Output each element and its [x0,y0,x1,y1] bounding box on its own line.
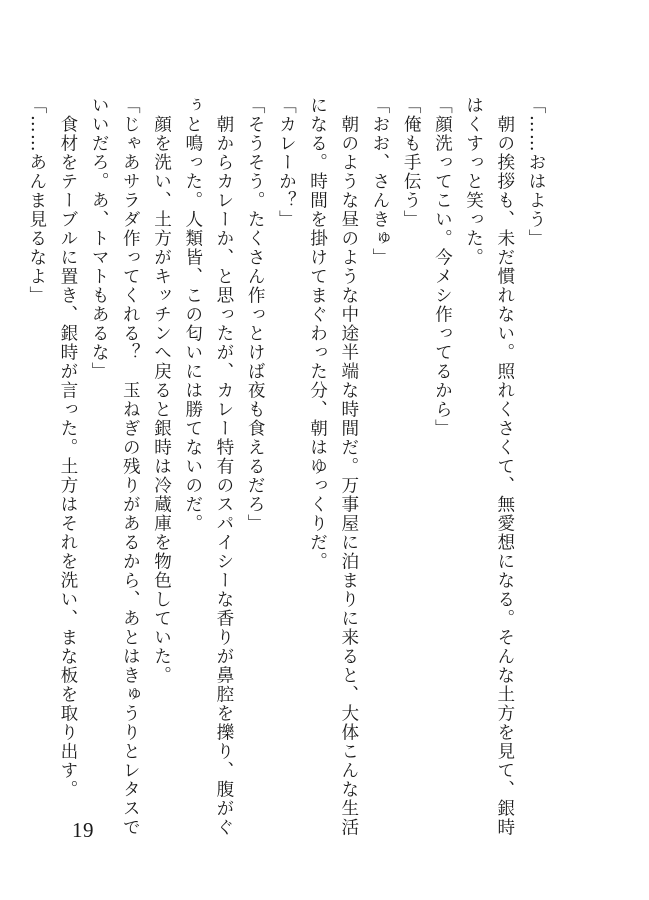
text-line: 「じゃあサラダ作ってくれる？ 玉ねぎの残りがあるから、あとはきゅうりとレタスで [120,96,141,837]
text-line: 「俺も手伝う」 [401,96,422,229]
text-line: になる。時間を掛けてまぐわった分、朝はゆっくりだ。 [307,96,328,571]
text-line: 「そうそう。たくさん作っとけば夜も食えるだろ」 [245,96,266,533]
text-line: はくすっと笑った。 [463,96,484,267]
page-number: 19 [72,818,94,842]
text-line: いいだろ。あ、トマトもあるな」 [89,96,110,381]
text-line: 「おお、さんきゅ」 [369,96,390,267]
text-line: 「顔洗ってこい。今メシ作ってるから」 [432,96,453,438]
text-line: 顔を洗い、土方がキッチンへ戻ると銀時は冷蔵庫を物色していた。 [151,96,172,685]
text-line: 「カレーか？」 [276,96,297,229]
text-line: 朝のような昼のような中途半端な時間だ。万事屋に泊まりに来ると、大体こんな生活 [338,96,359,837]
text-line: 朝からカレーか、と思ったが、カレー特有のスパイシーな香りが鼻腔を擽り、腹がぐ [213,96,234,837]
text-line: ぅと鳴った。人類皆、この匂いには勝てないのだ。 [182,96,203,533]
text-line: 朝の挨拶も、未だ慣れない。照れくさくて、無愛想になる。そんな土方を見て、銀時 [494,96,515,837]
text-line: 「……あんま見るなよ」 [26,96,47,305]
text-line: 「……おはよう」 [526,96,546,248]
text-line: 食材をテーブルに置き、銀時が言った。土方はそれを洗い、まな板を取り出す。 [57,96,78,799]
